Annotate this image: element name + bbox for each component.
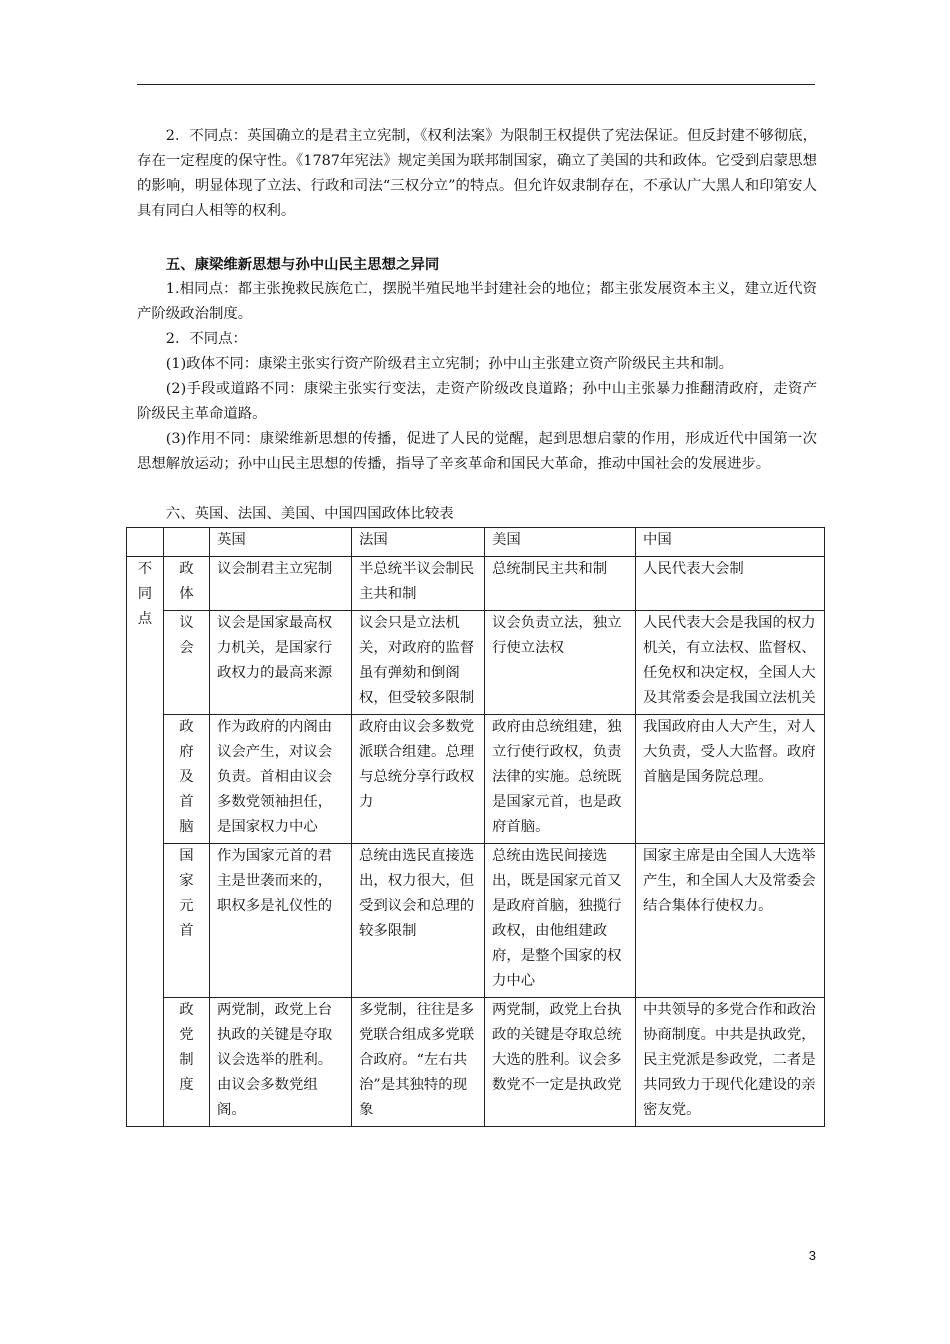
table-cell: 人民代表大会是我国的权力机关，有立法权、监督权、任免权和决定权，全国人大及其常委会是我国立法机关 bbox=[636, 611, 825, 715]
row-label-cell bbox=[164, 715, 210, 844]
table-cell: 多党制，往往是多党联合组成多党联合政府。“左右共治”是其独特的现象 bbox=[352, 998, 485, 1127]
table-row bbox=[127, 611, 825, 715]
table-row bbox=[127, 844, 825, 998]
comparison-table bbox=[126, 527, 825, 1127]
table-header-row bbox=[127, 528, 825, 557]
table-cell: 中共领导的多党合作和政治协商制度。中共是执政党，民主党派是参政党，二者是共同致力于现代化建设的亲密友党。 bbox=[636, 998, 825, 1127]
row-label-cell bbox=[164, 557, 210, 611]
row-label: 国家元首 bbox=[179, 848, 194, 939]
table-row bbox=[127, 557, 825, 611]
table-cell: 政府由总统组建，独立行使行政权，负责法律的实施。总统既是国家元首，也是政府首脑。 bbox=[485, 715, 636, 844]
row-label: 政府及首脑 bbox=[179, 719, 194, 835]
table-cell: 两党制，政党上台执政的关键是夺取总统大选的胜利。议会多数党不一定是执政党 bbox=[485, 998, 636, 1127]
document-body bbox=[137, 124, 817, 1127]
table-cell: 两党制，政党上台执政的关键是夺取议会选举的胜利。由议会多数党组阁。 bbox=[210, 998, 352, 1127]
section4-point2: 2．不同点：英国确立的是君主立宪制，《权利法案》为限制王权提供了宪法保证。但反封建不够彻底，存在一定程度的保守性。《1787年宪法》规定美国为联邦制国家，确立了美国的共和政体。它受到启蒙思想的影响，明显体现了立法、行政和司法“三权分立”的特点。但允许奴隶制存在，不承认广大黑人和印第安人具有同白人相等的权利。 bbox=[137, 128, 817, 219]
header-cell bbox=[127, 528, 164, 557]
header-cell: 法国 bbox=[352, 528, 485, 557]
table-cell: 议会负责立法，独立行使立法权 bbox=[485, 611, 636, 715]
header-cell: 美国 bbox=[485, 528, 636, 557]
header-cell: 中国 bbox=[636, 528, 825, 557]
section5-differences-label: 2．不同点： bbox=[165, 331, 247, 347]
section6-title: 六、英国、法国、美国、中国四国政体比较表 bbox=[165, 506, 454, 522]
table-cell: 总统由选民间接选出，既是国家元首又是政府首脑，独揽行政权，由他组建政府，是整个国家的权力中心 bbox=[485, 844, 636, 998]
section5-difference-2: (2)手段或道路不同：康梁主张实行变法，走资产阶级改良道路；孙中山主张暴力推翻清政府，走资产阶级民主革命道路。 bbox=[137, 381, 817, 422]
row-label-cell bbox=[164, 611, 210, 715]
table-cell: 作为政府的内阁由议会产生，对议会负责。首相由议会多数党领袖担任，是国家权力中心 bbox=[210, 715, 352, 844]
table-cell: 总统制民主共和制 bbox=[485, 557, 636, 611]
table-cell: 总统由选民直接选出，权力很大，但受到议会和总理的较多限制 bbox=[352, 844, 485, 998]
table-cell: 政府由议会多数党派联合组建。总理与总统分享行政权力 bbox=[352, 715, 485, 844]
row-label: 议会 bbox=[179, 615, 194, 656]
category-cell bbox=[127, 557, 164, 1127]
table-cell: 作为国家元首的君主是世袭而来的，职权多是礼仪性的 bbox=[210, 844, 352, 998]
section5-difference-1: (1)政体不同：康梁主张实行资产阶级君主立宪制；孙中山主张建立资产阶级民主共和制。 bbox=[165, 356, 734, 372]
header-cell: 英国 bbox=[210, 528, 352, 557]
table-cell: 国家主席是由全国人大选举产生，和全国人大及常委会结合集体行使权力。 bbox=[636, 844, 825, 998]
section5-title: 五、康梁维新思想与孙中山民主思想之异同 bbox=[165, 256, 440, 273]
header-rule bbox=[137, 84, 815, 85]
row-label-cell bbox=[164, 998, 210, 1127]
page-number: 3 bbox=[808, 1248, 816, 1263]
table-cell: 议会只是立法机关，对政府的监督虽有弹劾和倒阁权，但受较多限制 bbox=[352, 611, 485, 715]
table-row bbox=[127, 715, 825, 844]
row-label: 政体 bbox=[179, 561, 194, 602]
row-label-cell bbox=[164, 844, 210, 998]
table-cell: 议会是国家最高权力机关，是国家行政权力的最高来源 bbox=[210, 611, 352, 715]
section5-similarities: 1.相同点：都主张挽救民族危亡，摆脱半殖民地半封建社会的地位；都主张发展资本主义，建立近代资产阶级政治制度。 bbox=[137, 281, 817, 322]
section5-difference-3: (3)作用不同：康梁维新思想的传播，促进了人民的觉醒，起到思想启蒙的作用，形成近代中国第一次思想解放运动；孙中山民主思想的传播，指导了辛亥革命和国民大革命，推动中国社会的发展进步。 bbox=[137, 431, 817, 472]
table-row bbox=[127, 998, 825, 1127]
table-cell: 半总统半议会制民主共和制 bbox=[352, 557, 485, 611]
table-cell: 我国政府由人大产生，对人大负责，受人大监督。政府首脑是国务院总理。 bbox=[636, 715, 825, 844]
row-label: 政党制度 bbox=[179, 1002, 194, 1093]
header-cell bbox=[164, 528, 210, 557]
table-cell: 人民代表大会制 bbox=[636, 557, 825, 611]
table-cell: 议会制君主立宪制 bbox=[210, 557, 352, 611]
category-label: 不同点 bbox=[137, 561, 153, 627]
